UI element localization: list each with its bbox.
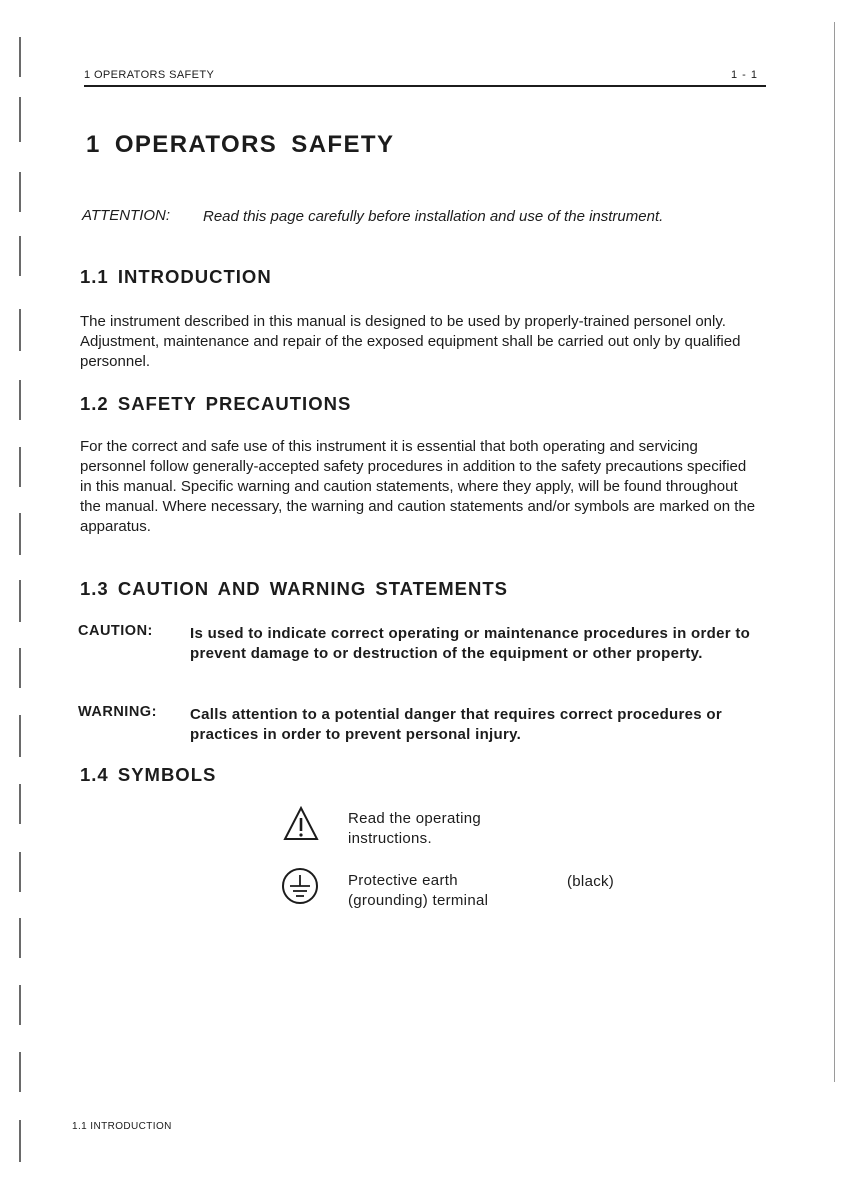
binder-mark: [19, 97, 21, 142]
warning-text: Calls attention to a potential danger that requires correct procedures or practices in order to prevent personal injury.: [190, 706, 723, 743]
binder-mark: [19, 37, 21, 77]
binder-mark: [19, 580, 21, 622]
page-number: 1 - 1: [731, 69, 759, 81]
binder-mark: [19, 715, 21, 757]
section-heading-safety-precautions: 1.2 SAFETY PRECAUTIONS: [80, 393, 352, 414]
running-footer: 1.1 INTRODUCTION: [72, 1121, 172, 1132]
binder-mark: [19, 172, 21, 212]
protective-earth-icon: [281, 867, 319, 910]
symbol-protective-earth-text: Protective earth (grounding) terminal: [348, 872, 489, 909]
binder-mark: [19, 852, 21, 892]
binder-mark: [19, 985, 21, 1025]
binder-mark: [19, 784, 21, 824]
binder-mark: [19, 380, 21, 420]
caution-label: CAUTION:: [78, 623, 153, 639]
warning-triangle-icon: [283, 806, 319, 847]
caution-text: Is used to indicate correct operating or maintenance procedures in order to prevent damage to or destruction of the equipment or other property.: [190, 625, 751, 662]
binder-mark: [19, 1120, 21, 1162]
binder-mark: [19, 236, 21, 276]
page-edge-line: [834, 22, 835, 1082]
binder-mark: [19, 648, 21, 688]
section-heading-introduction: 1.1 INTRODUCTION: [80, 266, 272, 287]
section-heading-symbols: 1.4 SYMBOLS: [80, 764, 217, 785]
binder-mark: [19, 513, 21, 555]
chapter-title: 1 OPERATORS SAFETY: [86, 131, 395, 158]
binder-mark: [19, 1052, 21, 1092]
binder-mark: [19, 309, 21, 351]
attention-label: ATTENTION:: [82, 207, 171, 224]
binder-mark: [19, 918, 21, 958]
header-rule: [84, 85, 766, 87]
section-heading-caution-warning: 1.3 CAUTION AND WARNING STATEMENTS: [80, 578, 508, 599]
binder-mark: [19, 447, 21, 487]
safety-precautions-paragraph: For the correct and safe use of this instrument it is essential that both operating and servicing personnel follow generally-accepted safety procedures in addition to the safety precautions specified in this manual. Specific warning and caution statements, where they apply, will be found throughout the manual. Where necessary, the warning and caution statements and/or symbols are marked on the apparatus.: [80, 438, 756, 535]
running-header-title: 1 OPERATORS SAFETY: [84, 69, 215, 81]
warning-label: WARNING:: [78, 704, 157, 720]
introduction-paragraph: The instrument described in this manual is designed to be used by properly-trained personel only. Adjustment, maintenance and repair of the exposed equipment shall be carried out only by qualified personnel.: [80, 313, 741, 370]
symbol-protective-earth-color: (black): [567, 873, 615, 890]
attention-text: Read this page carefully before installation and use of the instrument.: [203, 208, 664, 225]
symbol-read-instructions-text: Read the operating instructions.: [348, 810, 481, 847]
